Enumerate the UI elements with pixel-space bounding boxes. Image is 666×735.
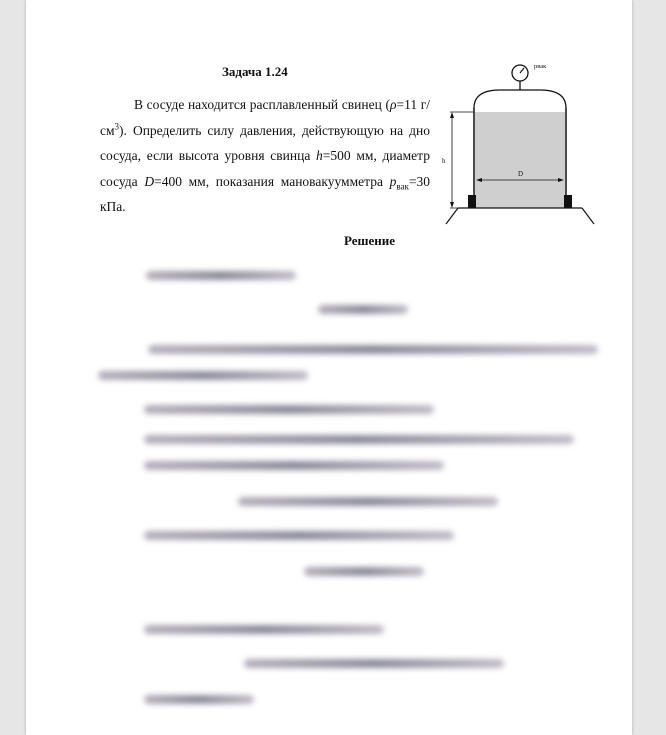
- p-subscript: вак: [396, 181, 409, 192]
- blurred-line: [238, 497, 498, 506]
- gauge-label: pвак: [534, 63, 547, 70]
- p-symbol: p: [389, 173, 397, 189]
- h-symbol: h: [316, 148, 323, 163]
- blurred-line: [318, 305, 408, 314]
- blurred-line: [144, 405, 434, 414]
- solution-heading: Решение: [344, 233, 396, 248]
- problem-statement: В сосуде находится расплавленный свинец (ρ=11 $г/см^3$). Определить силу давления, действующую на дно сосуда, если высота уровня свинца h=500 мм, диаметр сосуда D=400 мм, показания мановакуумметра $p_{вак}=30$ кПа.: [100, 97, 431, 214]
- h-label: h: [442, 157, 446, 165]
- problem-line1: В сосуде находится расплавленный свинец: [134, 97, 382, 112]
- obscured-solution: [68, 265, 628, 713]
- vessel-figure: [440, 58, 600, 230]
- blurred-line: [304, 567, 424, 576]
- blurred-line: [144, 461, 444, 470]
- problem-title: Задача 1.24: [222, 64, 288, 79]
- d-symbol: D: [144, 173, 155, 189]
- blurred-line: [146, 271, 296, 280]
- noise-overlay: [68, 265, 628, 713]
- blurred-line: [144, 695, 254, 704]
- blurred-line: [144, 531, 454, 540]
- rho-symbol: ρ: [389, 97, 397, 112]
- blurred-line: [148, 345, 598, 354]
- blurred-line: [144, 625, 384, 634]
- rho-exponent: 3: [114, 121, 120, 131]
- d-label: D: [518, 170, 524, 178]
- liquid-fill: [475, 112, 565, 208]
- blurred-line: [98, 371, 308, 380]
- blurred-line: [244, 659, 504, 668]
- blurred-line: [144, 435, 574, 444]
